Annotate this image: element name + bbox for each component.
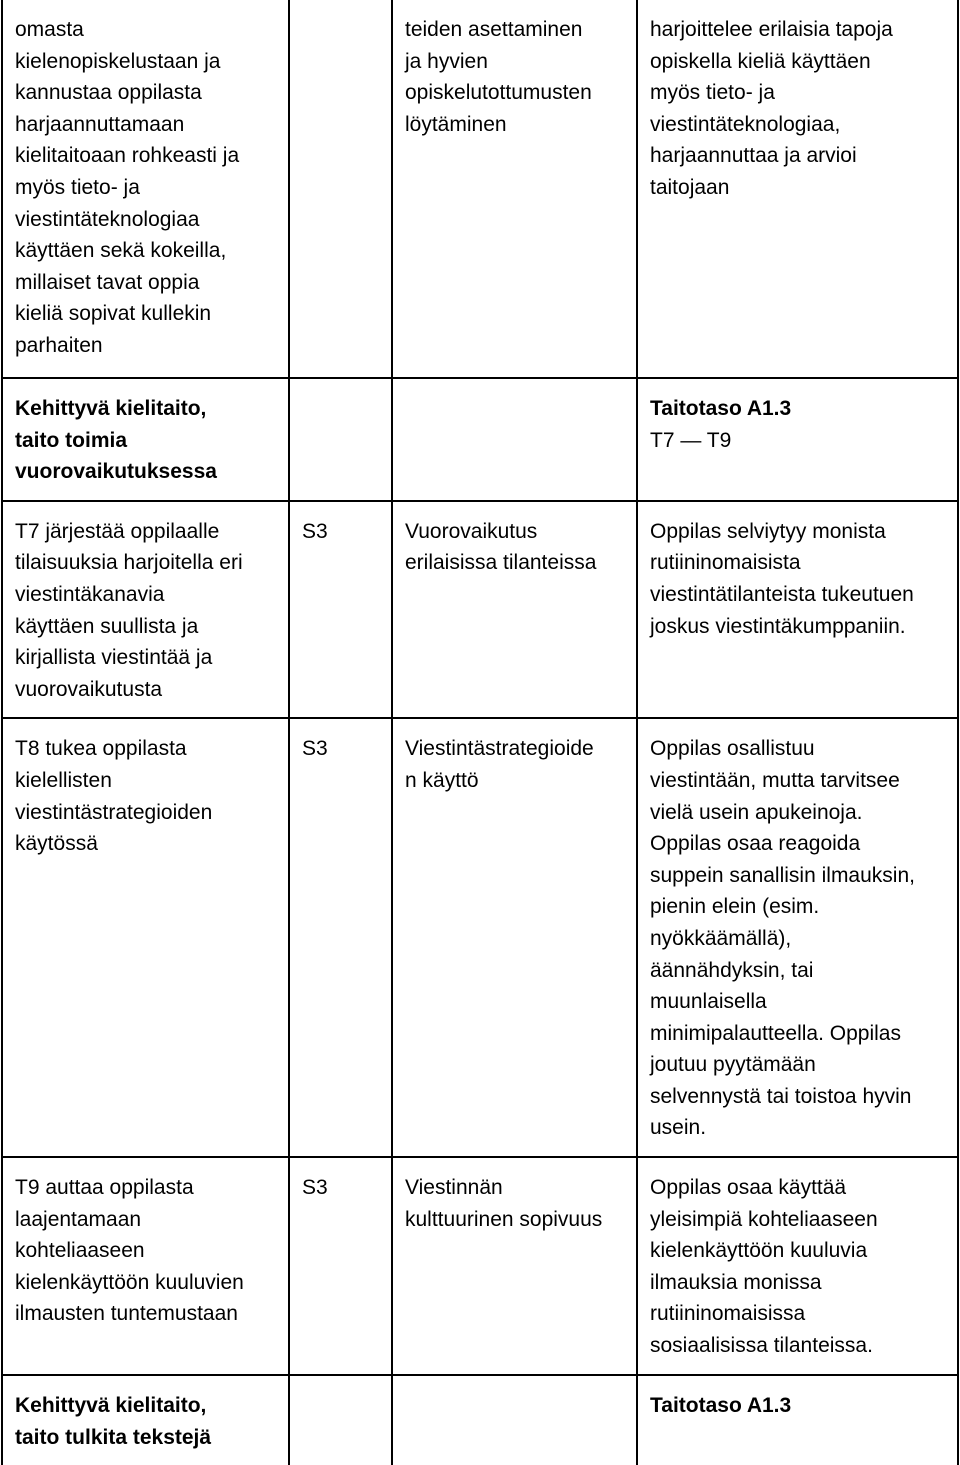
- cell-text-line: suppein sanallisin ilmauksin,: [650, 863, 915, 887]
- cell-text-line: rutiininomaisissa: [650, 1302, 806, 1326]
- table-row: [2, 718, 958, 1157]
- cell-learning-goal: [392, 718, 637, 1157]
- cell-text-line: taito toimia: [15, 428, 128, 452]
- cell-text-line: millaiset tavat oppia: [15, 270, 200, 294]
- cell-text-line: S3: [302, 519, 328, 543]
- cell-text-line: n käyttö: [405, 768, 479, 792]
- cell-text-line: harjaannuttamaan: [15, 112, 185, 136]
- cell-objective: [2, 1157, 289, 1375]
- table-row-section-header: [2, 378, 958, 501]
- cell-text-line: teiden asettaminen: [405, 18, 583, 41]
- cell-text-line: parhaiten: [15, 333, 103, 357]
- cell-skill-level: [637, 378, 958, 501]
- cell-text-line: minimipalautteella. Oppilas: [650, 1021, 901, 1045]
- cell-text-line: myös tieto- ja: [650, 81, 775, 105]
- cell-text-line: Viestintästrategioide: [405, 737, 594, 761]
- cell-learning-goal: [392, 0, 637, 378]
- cell-text-line: myös tieto- ja: [15, 175, 140, 199]
- cell-objective: [2, 0, 289, 378]
- cell-content-area: [289, 0, 392, 378]
- cell-text-line: viestintästrategioiden: [15, 800, 213, 824]
- cell-text-line: T7 järjestää oppilaalle: [15, 519, 220, 543]
- cell-text-line: löytäminen: [405, 112, 507, 136]
- cell-text-line: rutiininomaisista: [650, 551, 801, 575]
- cell-text-line: vuorovaikutuksessa: [15, 460, 217, 484]
- cell-text-line: kirjallista viestintää ja: [15, 646, 213, 670]
- cell-text-line: S3: [302, 1176, 328, 1200]
- cell-text-line: sosiaalisissa tilanteissa.: [650, 1334, 873, 1358]
- cell-text-line: viestintäteknologiaa,: [650, 112, 841, 136]
- skill-level-title: Taitotaso A1.3: [650, 397, 792, 420]
- cell-text-line: harjoittelee erilaisia tapoja: [650, 18, 893, 41]
- cell-text-line: kulttuurinen sopivuus: [405, 1207, 603, 1231]
- cell-assessment-criteria: [637, 1157, 958, 1375]
- cell-text-line: T8 tukea oppilasta: [15, 737, 187, 761]
- cell-text-line: joutuu pyytämään: [650, 1053, 816, 1077]
- cell-text-line: opiskelutottumusten: [405, 81, 592, 105]
- cell-content-area: [289, 718, 392, 1157]
- cell-text-line: Oppilas selviytyy monista: [650, 519, 886, 543]
- table-row: [2, 0, 958, 378]
- cell-learning-goal: [392, 501, 637, 719]
- cell-learning-goal: [392, 1375, 637, 1465]
- cell-text-line: Viestinnän: [405, 1176, 503, 1200]
- cell-text-line: joskus viestintäkumppaniin.: [650, 614, 906, 638]
- cell-content-area: [289, 501, 392, 719]
- cell-learning-goal: [392, 378, 637, 501]
- cell-text-line: ja hyvien: [405, 49, 488, 73]
- table-row-section-header: [2, 1375, 958, 1465]
- cell-text-line: Vuorovaikutus: [405, 519, 538, 543]
- cell-skill-level: [637, 1375, 958, 1465]
- cell-text-line: kielellisten: [15, 768, 112, 792]
- cell-text-line: kielenopiskelustaan ja: [15, 49, 221, 73]
- cell-text-line: S3: [302, 737, 328, 761]
- cell-text-line: taitojaan: [650, 175, 730, 199]
- cell-text-line: muunlaisella: [650, 990, 767, 1014]
- cell-text-line: ilmausten tuntemustaan: [15, 1302, 238, 1326]
- cell-text-line: opiskella kieliä käyttäen: [650, 49, 871, 73]
- cell-text-line: käytössä: [15, 832, 98, 856]
- cell-assessment-criteria: [637, 501, 958, 719]
- cell-text-line: kielitaitoaan rohkeasti ja: [15, 144, 240, 168]
- cell-text-line: kohteliaaseen: [15, 1239, 145, 1263]
- cell-learning-goal: [392, 1157, 637, 1375]
- cell-assessment-criteria: [637, 0, 958, 378]
- cell-text-line: tilaisuuksia harjoitella eri: [15, 551, 243, 575]
- cell-content-area: [289, 1157, 392, 1375]
- cell-text-line: kielenkäyttöön kuuluvien: [15, 1270, 244, 1294]
- cell-text-line: kieliä sopivat kullekin: [15, 302, 212, 326]
- cell-text-line: viestintätilanteista tukeutuen: [650, 582, 914, 606]
- cell-text-line: vielä usein apukeinoja.: [650, 800, 863, 824]
- cell-text-line: viestintäkanavia: [15, 582, 165, 606]
- curriculum-table: [1, 0, 959, 1465]
- cell-section-title: [2, 378, 289, 501]
- cell-text-line: yleisimpiä kohteliaaseen: [650, 1207, 878, 1231]
- cell-text-line: nyökkäämällä),: [650, 926, 792, 950]
- cell-assessment-criteria: [637, 718, 958, 1157]
- cell-text-line: käyttäen sekä kokeilla,: [15, 239, 227, 263]
- cell-text-line: viestintään, mutta tarvitsee: [650, 768, 900, 792]
- cell-text-line: T9 auttaa oppilasta: [15, 1176, 194, 1200]
- cell-content-area: [289, 378, 392, 501]
- cell-text-line: Kehittyvä kielitaito,: [15, 1394, 207, 1418]
- cell-objective: [2, 501, 289, 719]
- cell-text-line: kannustaa oppilasta: [15, 81, 202, 105]
- cell-text-line: harjaannuttaa ja arvioi: [650, 144, 857, 168]
- cell-text-line: Oppilas osallistuu: [650, 737, 815, 761]
- skill-level-title: Taitotaso A1.3: [650, 1394, 792, 1418]
- cell-section-title: [2, 1375, 289, 1465]
- cell-text-line: pienin elein (esim.: [650, 895, 820, 919]
- cell-text-line: ilmauksia monissa: [650, 1270, 822, 1294]
- cell-text-line: kielenkäyttöön kuuluvia: [650, 1239, 868, 1263]
- table-row: [2, 1157, 958, 1375]
- cell-text-line: selvennystä tai toistoa hyvin: [650, 1084, 912, 1108]
- cell-text-line: Kehittyvä kielitaito,: [15, 397, 207, 420]
- cell-text-line: vuorovaikutusta: [15, 677, 163, 701]
- cell-text-line: omasta: [15, 18, 84, 41]
- cell-text-line: erilaisissa tilanteissa: [405, 551, 597, 575]
- cell-text-line: laajentamaan: [15, 1207, 142, 1231]
- cell-text-line: käyttäen suullista ja: [15, 614, 199, 638]
- cell-text-line: usein.: [650, 1116, 707, 1140]
- cell-text-line: taito tulkita tekstejä: [15, 1425, 212, 1449]
- table-row: [2, 501, 958, 719]
- cell-text-line: äännähdyksin, tai: [650, 958, 814, 982]
- cell-content-area: [289, 1375, 392, 1465]
- cell-text-line: viestintäteknologiaa: [15, 207, 200, 231]
- cell-text-line: T7 — T9: [650, 428, 732, 452]
- cell-objective: [2, 718, 289, 1157]
- cell-text-line: Oppilas osaa käyttää: [650, 1176, 847, 1200]
- cell-text-line: Oppilas osaa reagoida: [650, 832, 861, 856]
